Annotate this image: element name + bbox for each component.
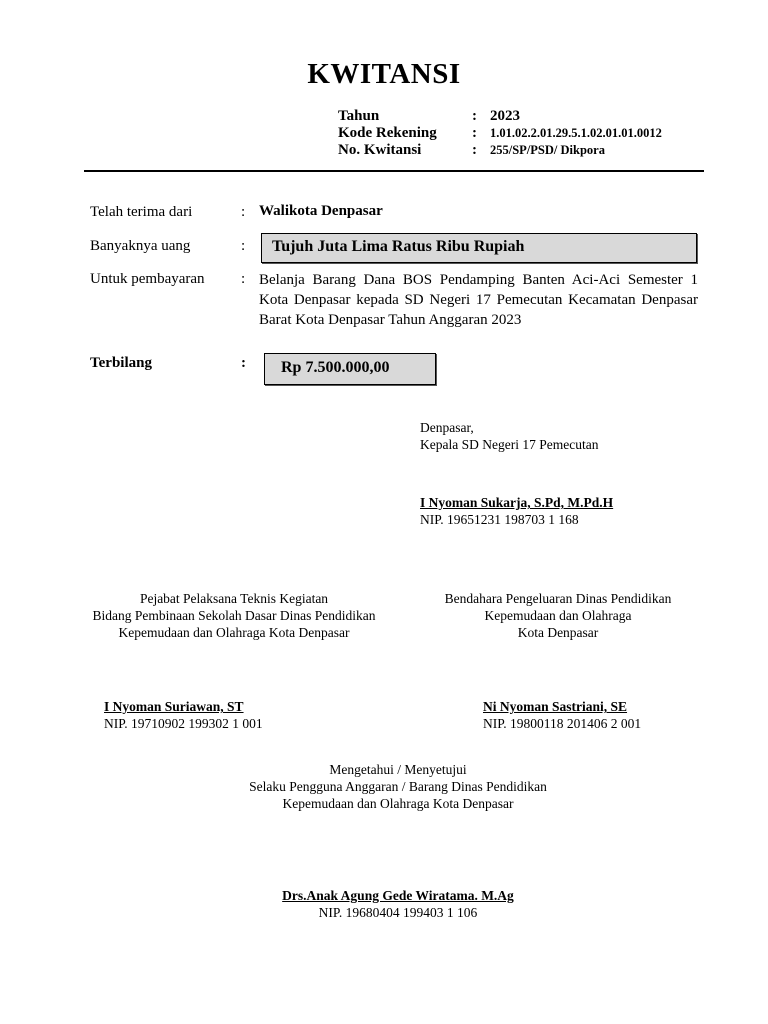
meta-label: Kode Rekening xyxy=(338,125,437,141)
meta-colon: : xyxy=(472,125,477,141)
signatory-name: Ni Nyoman Sastriani, SE xyxy=(483,699,628,714)
principal-signature-block xyxy=(420,419,613,528)
treasurer-signatory xyxy=(483,698,641,732)
signature-title-line: Kepemudaan dan Olahraga Kota Denpasar xyxy=(282,796,514,811)
header-divider xyxy=(84,170,704,172)
treasurer-title xyxy=(418,590,698,641)
signature-title-line: Kepemudaan dan Olahraga xyxy=(484,608,632,623)
amount-words-label: Banyaknya uang xyxy=(90,238,191,254)
received-from-label: Telah terima dari xyxy=(90,204,193,220)
signature-title-line: Kepemudaan dan Olahraga Kota Denpasar xyxy=(118,625,350,640)
signature-title-line: Bendahara Pengeluaran Dinas Pendidikan xyxy=(444,591,672,606)
meta-row-receipt-number xyxy=(338,142,662,159)
meta-value-year: 2023 xyxy=(490,108,520,124)
meta-label: No. Kwitansi xyxy=(338,142,422,158)
amount-box xyxy=(264,353,436,385)
amount-label: Terbilang xyxy=(90,355,152,371)
technical-officer-signatory xyxy=(104,698,263,732)
received-from-value: Walikota Denpasar xyxy=(259,203,383,219)
signatory-nip: NIP. 19710902 199302 1 001 xyxy=(104,716,263,731)
colon: : xyxy=(241,238,246,254)
signatory-nip: NIP. 19800118 201406 2 001 xyxy=(483,716,642,731)
signature-title-line: Selaku Pengguna Anggaran / Barang Dinas Pendidikan xyxy=(249,779,547,794)
amount-words-box xyxy=(261,233,697,263)
colon: : xyxy=(241,204,246,220)
signatory-nip: NIP. 19651231 198703 1 168 xyxy=(420,512,579,527)
meta-label: Tahun xyxy=(338,108,380,124)
signature-title-line: Mengetahui / Menyetujui xyxy=(329,762,467,777)
approver-title xyxy=(198,761,598,812)
signatory-name: I Nyoman Sukarja, S.Pd, M.Pd.H xyxy=(420,495,614,510)
meta-row-account-code xyxy=(338,125,662,142)
document-title: KWITANSI xyxy=(307,58,461,90)
signature-title: Kepala SD Negeri 17 Pemecutan xyxy=(420,437,599,452)
meta-value-receipt-number: 255/SP/PSD/ Dikpora xyxy=(490,143,605,157)
receipt-meta xyxy=(338,108,662,159)
meta-colon: : xyxy=(472,108,477,124)
colon: : xyxy=(241,355,246,371)
signatory-name: I Nyoman Suriawan, ST xyxy=(104,699,244,714)
signature-place: Denpasar, xyxy=(420,420,474,435)
signature-title-line: Pejabat Pelaksana Teknis Kegiatan xyxy=(139,591,329,606)
meta-row-year xyxy=(338,108,662,125)
meta-value-account-code: 1.01.02.2.01.29.5.1.02.01.01.0012 xyxy=(490,126,662,140)
amount-words-value: Tujuh Juta Lima Ratus Ribu Rupiah xyxy=(272,238,525,255)
approver-signatory xyxy=(198,887,598,921)
colon: : xyxy=(241,271,246,287)
signature-title-line: Kota Denpasar xyxy=(517,625,599,640)
signatory-nip: NIP. 19680404 199403 1 106 xyxy=(318,905,478,920)
purpose-label: Untuk pembayaran xyxy=(90,271,205,287)
signature-title-line: Bidang Pembinaan Sekolah Dasar Dinas Pendidikan xyxy=(92,608,376,623)
meta-colon: : xyxy=(472,142,477,158)
technical-officer-title xyxy=(64,590,404,641)
signatory-name: Drs.Anak Agung Gede Wiratama. M.Ag xyxy=(282,888,514,903)
amount-value: Rp 7.500.000,00 xyxy=(281,359,390,376)
purpose-value: Belanja Barang Dana BOS Pendamping Banten Aci-Aci Semester 1 Kota Denpasar kepada SD Negeri 17 Pemecutan Kecamatan Denpasar Barat Kota Denpasar Tahun Anggaran 2023 xyxy=(259,272,698,328)
